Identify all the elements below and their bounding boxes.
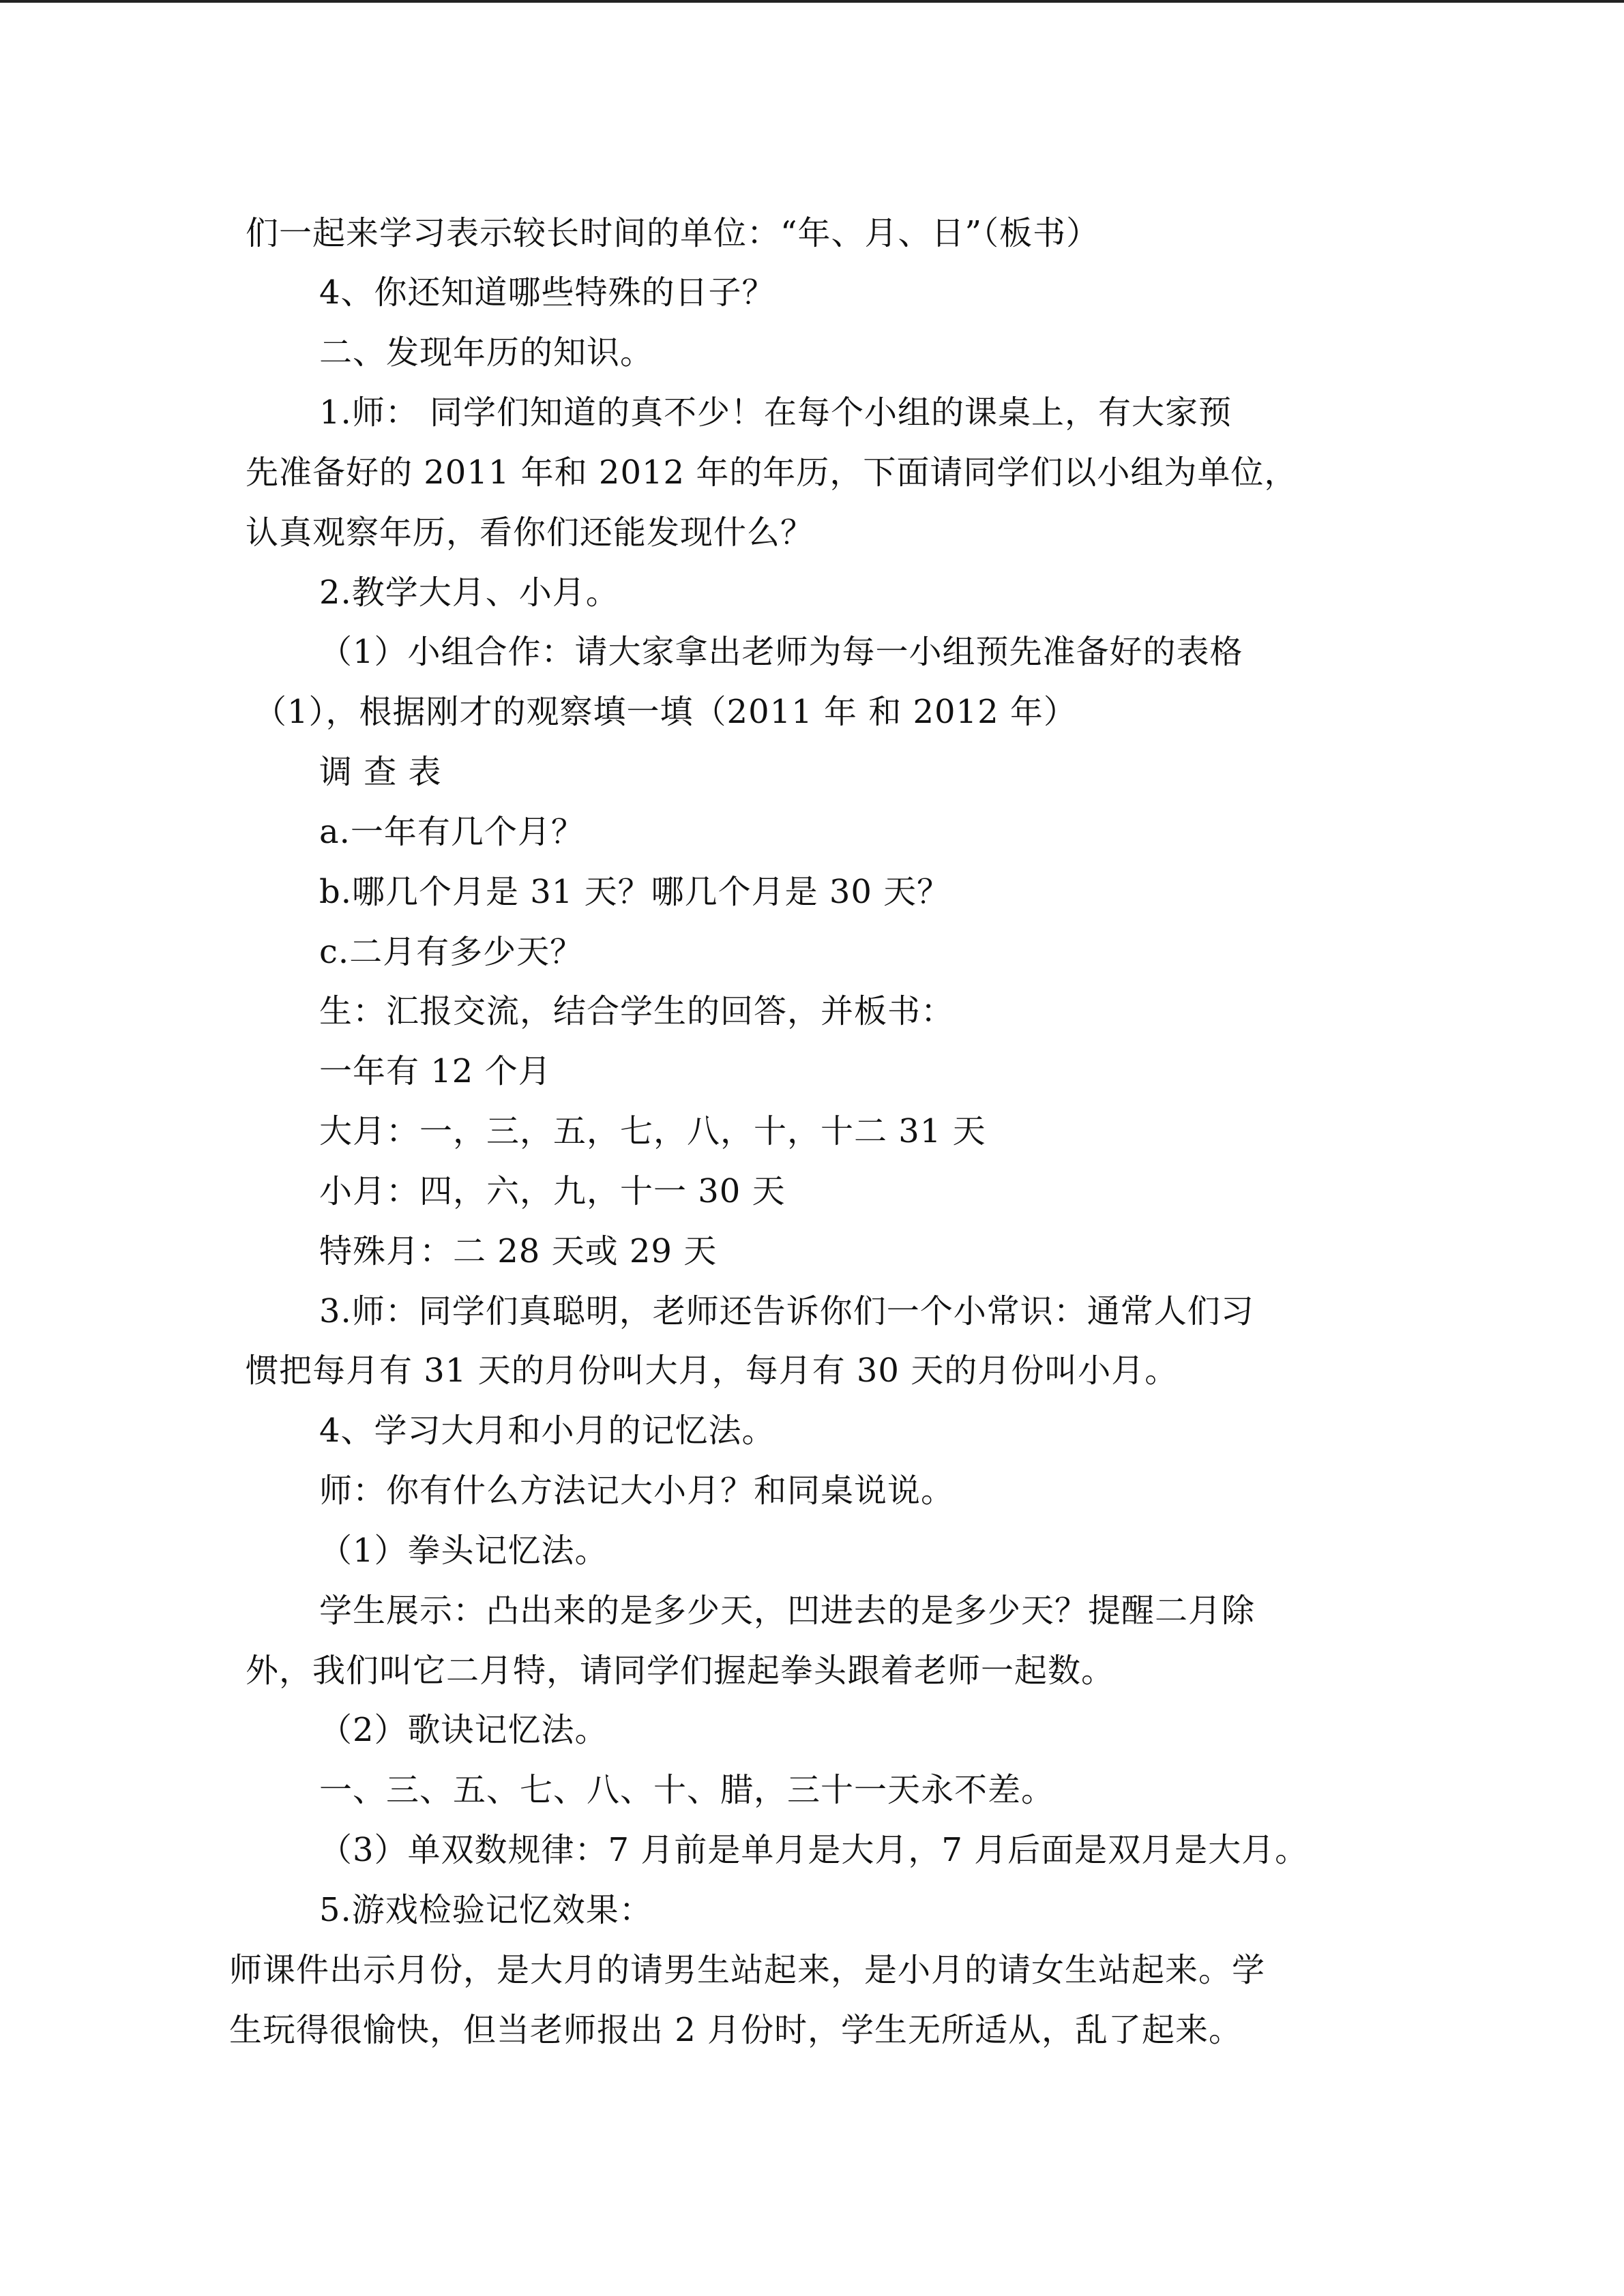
survey-table-title: 调 查 表 — [319, 753, 442, 791]
text-line: 二、发现年历的知识。 — [319, 333, 654, 372]
board-note: 一年有 12 个月 — [319, 1052, 552, 1090]
text-line: （3）单双数规律：7 月前是单月是大月，7 月后面是双月是大月。 — [319, 1831, 1309, 1869]
text-line: 先准备好的 2011 年和 2012 年的年历，下面请同学们以小组为单位， — [246, 453, 1298, 492]
text-line: 2.教学大月、小月。 — [319, 573, 619, 612]
text-line: 1.师： 同学们知道的真不少！在每个小组的课桌上，有大家预 — [319, 393, 1232, 432]
text-line: （2）歌诀记忆法。 — [319, 1711, 608, 1749]
text-line: 们一起来学习表示较长时间的单位：“年、月、日”（板书） — [246, 214, 1100, 252]
text-line: （1），根据刚才的观察填一填（2011 年 和 2012 年） — [254, 693, 1077, 731]
text-line: 生玩得很愉快，但当老师报出 2 月份时，学生无所适从，乱了起来。 — [229, 2011, 1243, 2049]
text-line: 5.游戏检验记忆效果： — [319, 1891, 653, 1929]
text-line: 惯把每月有 31 天的月份叫大月，每月有 30 天的月份叫小月。 — [246, 1352, 1179, 1390]
text-line: 认真观察年历，看你们还能发现什么？ — [246, 513, 814, 552]
survey-question: a.一年有几个月？ — [319, 813, 585, 851]
text-line: 外，我们叫它二月特，请同学们握起拳头跟着老师一起数。 — [246, 1652, 1115, 1690]
text-line: 3.师：同学们真聪明，老师还告诉你们一个小常识：通常人们习 — [319, 1292, 1254, 1330]
text-line: 生：汇报交流，结合学生的回答，并板书： — [319, 992, 955, 1030]
text-line: 学生展示：凸出来的是多少天，凹进去的是多少天？提醒二月除 — [319, 1592, 1256, 1630]
text-line: （1）拳头记忆法。 — [319, 1532, 608, 1570]
board-note: 特殊月：二 28 天或 29 天 — [319, 1232, 718, 1270]
text-line: 师课件出示月份，是大月的请男生站起来，是小月的请女生站起来。学 — [229, 1951, 1266, 1989]
text-line: （1）小组合作：请大家拿出老师为每一小组预先准备好的表格 — [319, 633, 1243, 671]
board-note: 小月：四，六，九，十一 30 天 — [319, 1172, 786, 1210]
survey-question: c.二月有多少天？ — [319, 933, 584, 971]
text-line: 4、你还知道哪些特殊的日子？ — [319, 273, 776, 312]
survey-question: b.哪几个月是 31 天？哪几个月是 30 天？ — [319, 873, 951, 911]
text-line: 4、学习大月和小月的记忆法。 — [319, 1412, 776, 1450]
board-note: 大月：一，三，五，七，八，十，十二 31 天 — [319, 1112, 986, 1150]
text-line: 一、三、五、七、八、十、腊，三十一天永不差。 — [319, 1771, 1055, 1809]
page-top-border — [0, 0, 1624, 3]
text-line: 师：你有什么方法记大小月？和同桌说说。 — [319, 1472, 955, 1510]
